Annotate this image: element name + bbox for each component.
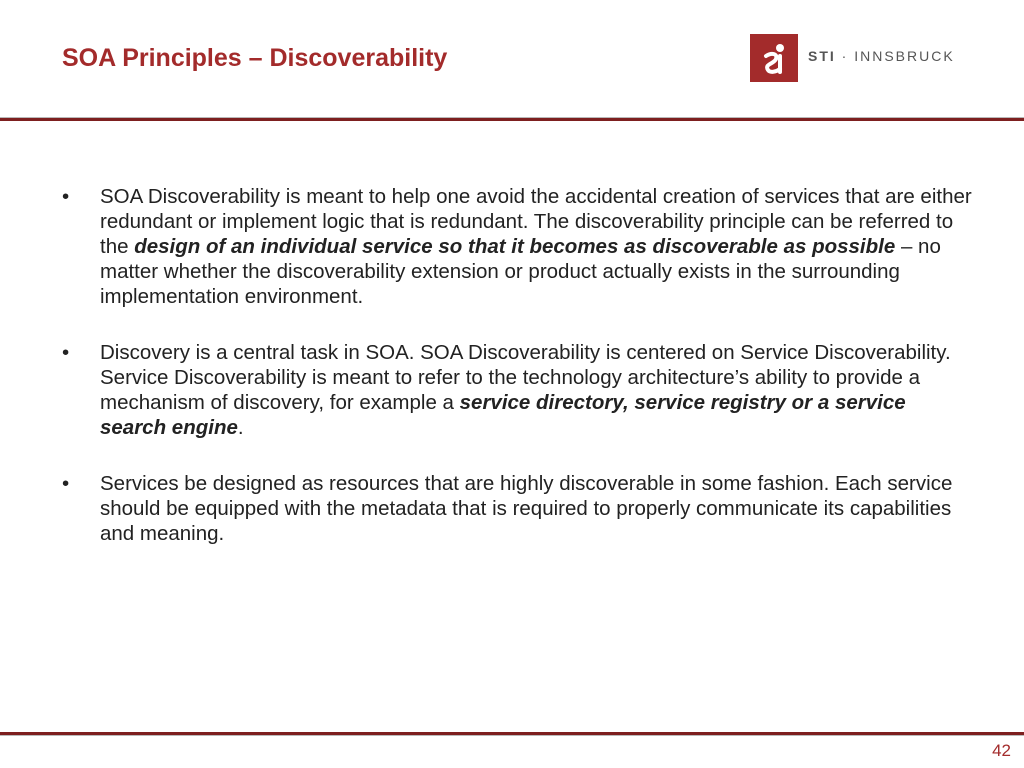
bullet-text-part: . [237, 416, 244, 439]
bullet-text-part: Discovery is a central task in SOA. SOA Discoverability is centered on Service Discoverability. Service Discoverability is meant to refer to the technology architecture’s ability to provide a mechanism of discovery, for example a [100, 341, 951, 414]
bullet-symbol: • [62, 341, 70, 364]
bullet-text [100, 184, 972, 309]
slide-body [62, 184, 972, 577]
footer-divider [0, 732, 1024, 736]
bullet-text-part: Services be designed as resources that are highly discoverable in some fashion. Each service should be equipped with the metadata that is required to properly communicate its capabilities and meaning. [100, 472, 953, 545]
bullet-item [62, 340, 972, 440]
bullet-emphasis: design of an individual service so that it becomes as discoverable as possible [134, 235, 896, 258]
bullet-text [100, 340, 972, 440]
sti-logo-icon [750, 34, 798, 82]
bullet-text-part: SOA Discoverability is meant to help one avoid the accidental creation of services that are either redundant or implement logic that is redundant. The discoverability principle can be referred to the [100, 185, 972, 258]
bullet-symbol: • [62, 185, 70, 208]
header-divider [0, 117, 1024, 121]
logo-separator: · [835, 48, 855, 64]
bullet-text-part: – no matter whether the discoverability extension or product actually exists in the surrounding implementation environment. [100, 235, 941, 308]
slide-title: SOA Principles – Discoverability [62, 44, 448, 72]
bullet-item [62, 184, 972, 309]
bullet-text [100, 471, 972, 546]
bullet-symbol: • [62, 472, 70, 495]
bullet-emphasis: service directory, service registry or a service search engine [100, 391, 906, 439]
logo-text [808, 48, 955, 64]
logo-brand: STI [808, 48, 836, 64]
logo-location: INNSBRUCK [854, 48, 955, 64]
bullet-item [62, 471, 972, 546]
page-number: 42 [992, 741, 1011, 760]
